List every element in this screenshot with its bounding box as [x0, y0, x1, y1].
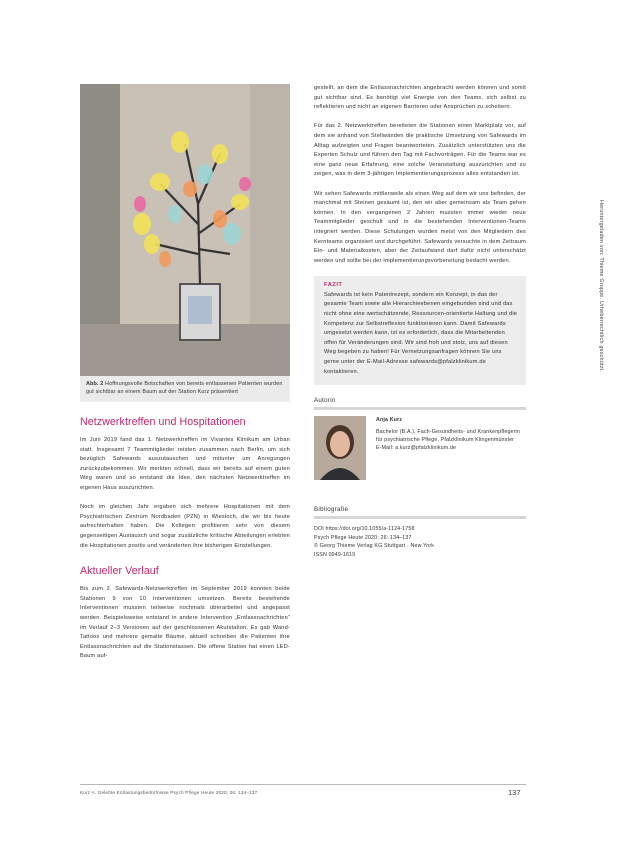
- heading-aktueller-verlauf: Aktueller Verlauf: [80, 565, 159, 578]
- copyright: © Georg Thieme Verlag KG Stuttgart · New York: [314, 543, 435, 550]
- author-row: [314, 416, 526, 480]
- paragraph: Für das 2. Netzwerktreffen bereiteten die Stationen einen Marktplatz vor, auf dem sie anhand von Stellwänden die praktische Umsetzung von Safewards im Alltag aufzeigten und Fragen beantworteten. Zusätzlich unterstützten uns die Experten Schulz und führen den Tag mit Fachvorträgen. Für die Teams war es eine ganz neue Erfahrung, eine solche Veranstaltung auszurichten und zu zeigen, was in dem 3-jährigen Implementierungsprozess alles entstanden ist.: [314, 123, 526, 178]
- author-section-title: Autorin: [314, 397, 336, 405]
- bibliography-title: Bibliografie: [314, 506, 349, 514]
- left-column: [80, 84, 290, 671]
- caption-label: Abb. 2: [86, 381, 104, 387]
- fazit-title: FAZIT: [324, 281, 343, 288]
- doi: DOI https://doi.org/10.1055/a-1124-1758: [314, 526, 415, 533]
- bibliography-section: [314, 506, 526, 559]
- tree-illustration: [80, 84, 290, 376]
- figure: [80, 84, 290, 402]
- author-info: [376, 416, 526, 480]
- fazit-box: [314, 276, 526, 385]
- paragraph: Bis zum 2. Safewards-Netzwerktreffen im September 2019 konnten beide Stationen 9 von 10 Interventionen umsetzen. Bereits bestehende Interventionen mussten teilweise nochmals überarbeitet und angepasst werden. Beispielsweise entstand in andere Intervention „Entlassnachrichten“ im Verlauf 2–3 Versionen auf der geschlossenen Akutstation. Es gab Wand-Tattoos und mehrere gemalte Bäume, aktuell schreiben die Patienten ihre Entlassnachrichten auf die Stationstassen. Die offene Station hat einen LED-Baum auf-: [80, 586, 290, 660]
- journal-ref: Psych Pflege Heute 2020; 26: 134–137: [314, 534, 412, 541]
- author-avatar: [314, 416, 366, 480]
- author-section: [314, 397, 526, 480]
- divider: [314, 407, 526, 410]
- caption-text: Hoffnungsvolle Botschaften von bereits entlassenen Patienten wurden gut sichtbar an einem Baum auf der Station Kurz präsentiert: [86, 381, 283, 395]
- fazit-text: Safewards ist kein Patentrezept, sondern ein Konzept, in das der gesamte Team sowie alle Hierarchieebenen eingebunden sind und das nicht ohne eine wertschätzende, Ressourcen-orientierte Haltung und die Kompetenz zur Selbstreflexion funktionieren kann. Damit Safewards umgesetzt werden kann, ist es erforderlich, dass die Mitarbeitenden offen für Veränderungen sind. Wir sind froh und stolz, uns auf diesen Weg begeben zu haben! Für Vernetzungsanfragen können Sie uns gerne unter der E-Mail-Adresse safewards@pfalzklinikum.de kontaktieren.: [324, 291, 518, 375]
- author-credentials: Bachelor (B.A.), Fach-Gesundheits- und Krankenpflegerin für psychiatrische Pflege, Pfalzklinikum Klingenmünster: [376, 429, 520, 444]
- footer-divider: [80, 784, 526, 785]
- issn: ISSN 0949-1619: [314, 552, 356, 558]
- author-name: Anja Kurz: [376, 417, 403, 424]
- paragraph: gestellt, an dem die Entlassnachrichten angebracht werden können und somit gut sichtbar sind. Es benötigt viel Energie von den Teams, sich selbst zu reflektieren und nicht an eigenen Barrieren oder Ansprüchen zu scheitern.: [314, 85, 526, 111]
- paragraph: Wir sehen Safewards mittlerweile als einen Weg auf dem wir uns befinden, der manchmal mit Steinen gesäumt ist, den wir aber gemeinsam als Team gehen können. In den vergangenen 2 Jahren mussten immer wieder neue Teammitglieder geschult und in die bestehenden Interventionen-Teams integriert werden. Diese Schulungen wurden meist von den Mitgliedern des Kernteams organisiert und durchgeführt. Safewards versuchte in dem Zeitraum Ein- und Materialkosten, aber der Zeitaufwand darf dafür nicht unterschätzt werden und sollte bei der Implementierungsvorbereitung bedacht werden.: [314, 190, 526, 264]
- right-column: [314, 84, 526, 560]
- paragraph: Noch im gleichen Jahr ergaben sich mehrere Hospitationen mit dem Psychiatrischen Zentrum Nordbaden (PZN) in Wiesloch, die wir bis heute aufrechterhalten haben. Die Kollegen profitieren sehr von diesem gegenseitigen Austausch und sogar zusätzliche kritische Abteilungen erlebten die Hospitationen positiv und veränderten ihre bisherigen Einstellungen.: [80, 504, 290, 549]
- divider: [314, 516, 526, 519]
- author-email: E-Mail: a.kurz@pfalzklinikum.de: [376, 445, 457, 452]
- page-number: 137: [508, 788, 521, 797]
- side-download-note: Heruntergeladen von: Thieme Gruppe. Urheberrechtlich geschützt.: [598, 200, 604, 372]
- heading-netzwerktreffen: Netzwerktreffen und Hospitationen: [80, 416, 246, 428]
- figure-caption: [80, 376, 290, 396]
- paragraph: Im Juni 2019 fand das 1. Netzwerktreffen im Vivantes Klinikum am Urban statt. Insgesamt 7 Teammitglieder reisten zusammen nach Berlin, um sich bezüglich Safewards auszutauschen und mitunter um Anregungen zurückzubekommen. Wir merkten schnell, dass wir bereits auf einem guten Weg waren und so entstand die Idee, den nächsten Netzwerktreffen im eigenen Haus auszurichten.: [80, 437, 290, 491]
- tree-photo: [80, 84, 290, 376]
- footer-citation: Kurz A. Gelebte Entlastungsbedürfnisse Psych Pflege Heute 2020; 26: 134–137: [80, 790, 258, 795]
